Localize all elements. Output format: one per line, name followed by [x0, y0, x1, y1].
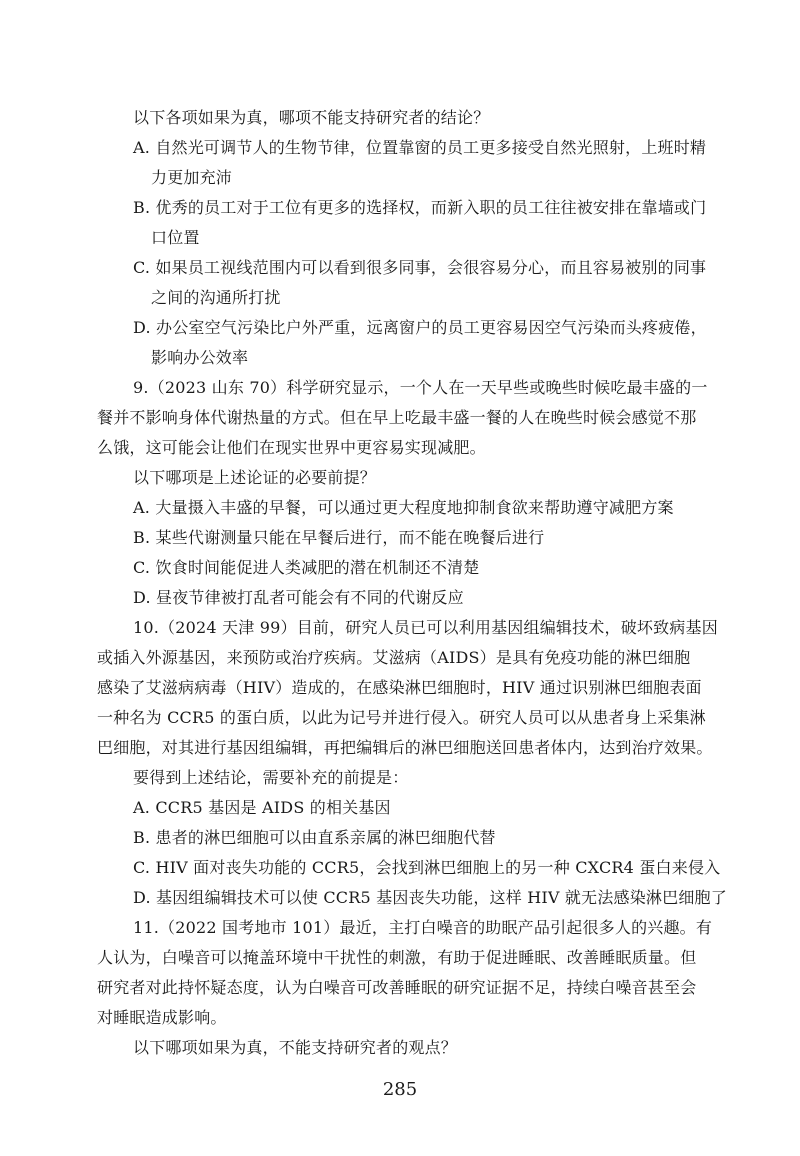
option-c: C. 如果员工视线范围内可以看到很多同事，会很容易分心，而且容易被别的同事	[133, 258, 707, 277]
question-10-option-d: D. 基因组编辑技术可以使 CCR5 基因丧失功能，这样 HIV 就无法感染淋巴细胞了	[133, 888, 727, 907]
question-9-line-3: 么饿，这可能会让他们在现实世界中更容易实现减肥。	[97, 438, 486, 457]
option-b: B. 优秀的员工对于工位有更多的选择权，而新入职的员工往往被安排在靠墙或门	[133, 198, 707, 217]
question-10-line-4: 一种名为 CCR5 的蛋白质，以此为记号并进行侵入。研究人员可以从患者身上采集淋	[97, 708, 706, 727]
question-11-line-3: 研究者对此持怀疑态度，认为白噪音可改善睡眠的研究证据不足，持续白噪音甚至会	[97, 978, 697, 997]
question-10-option-b: B. 患者的淋巴细胞可以由直系亲属的淋巴细胞代替	[133, 828, 496, 847]
question-9-option-b: B. 某些代谢测量只能在早餐后进行，而不能在晚餐后进行	[133, 528, 545, 547]
question-9-stem: 以下哪项是上述论证的必要前提？	[133, 468, 377, 487]
question-10-option-c: C. HIV 面对丧失功能的 CCR5，会找到淋巴细胞上的另一种 CXCR4 蛋白来侵入	[133, 858, 721, 877]
question-9-line-2: 餐并不影响身体代谢热量的方式。但在早上吃最丰盛一餐的人在晚些时候会感觉不那	[97, 408, 697, 427]
question-11-line-1: 11.（2022 国考地市 101）最近，主打白噪音的助眠产品引起很多人的兴趣。有	[133, 918, 713, 937]
question-9-line-1: 9.（2023 山东 70）科学研究显示，一个人在一天早些或晚些时候吃最丰盛的一	[133, 378, 708, 397]
question-9-option-a: A. 大量摄入丰盛的早餐，可以通过更大程度地抑制食欲来帮助遵守减肥方案	[133, 498, 674, 517]
question-10-line-5: 巴细胞，对其进行基因组编辑，再把编辑后的淋巴细胞送回患者体内，达到治疗效果。	[97, 738, 713, 757]
question-11-stem: 以下哪项如果为真，不能支持研究者的观点？	[133, 1038, 458, 1057]
question-10-line-2: 或插入外源基因，来预防或治疗疾病。艾滋病（AIDS）是具有免疫功能的淋巴细胞	[97, 648, 691, 667]
question-9-option-d: D. 昼夜节律被打乱者可能会有不同的代谢反应	[133, 588, 464, 607]
question-11-line-2: 人认为，白噪音可以掩盖环境中干扰性的刺激，有助于促进睡眠、改善睡眠质量。但	[97, 948, 697, 967]
page-number: 285	[382, 1079, 418, 1100]
question-10-stem: 要得到上述结论，需要补充的前提是：	[133, 768, 409, 787]
option-b-continuation: 口位置	[151, 228, 200, 247]
option-d: D. 办公室空气污染比户外严重，远离窗户的员工更容易因空气污染而头疼疲倦，	[133, 318, 707, 337]
option-c-continuation: 之间的沟通所打扰	[151, 288, 281, 307]
option-a: A. 自然光可调节人的生物节律，位置靠窗的员工更多接受自然光照射，上班时精	[133, 138, 707, 157]
question-10-line-1: 10.（2024 天津 99）目前，研究人员已可以利用基因组编辑技术，破坏致病基因	[133, 618, 718, 637]
question-10-line-3: 感染了艾滋病病毒（HIV）造成的，在感染淋巴细胞时，HIV 通过识别淋巴细胞表面	[97, 678, 702, 697]
question-9-option-c: C. 饮食时间能促进人类减肥的潜在机制还不清楚	[133, 558, 480, 577]
question-stem: 以下各项如果为真，哪项不能支持研究者的结论？	[133, 108, 490, 127]
question-10-option-a: A. CCR5 基因是 AIDS 的相关基因	[133, 798, 391, 817]
option-a-continuation: 力更加充沛	[151, 168, 233, 187]
option-d-continuation: 影响办公效率	[151, 348, 249, 367]
question-11-line-4: 对睡眠造成影响。	[97, 1008, 227, 1027]
